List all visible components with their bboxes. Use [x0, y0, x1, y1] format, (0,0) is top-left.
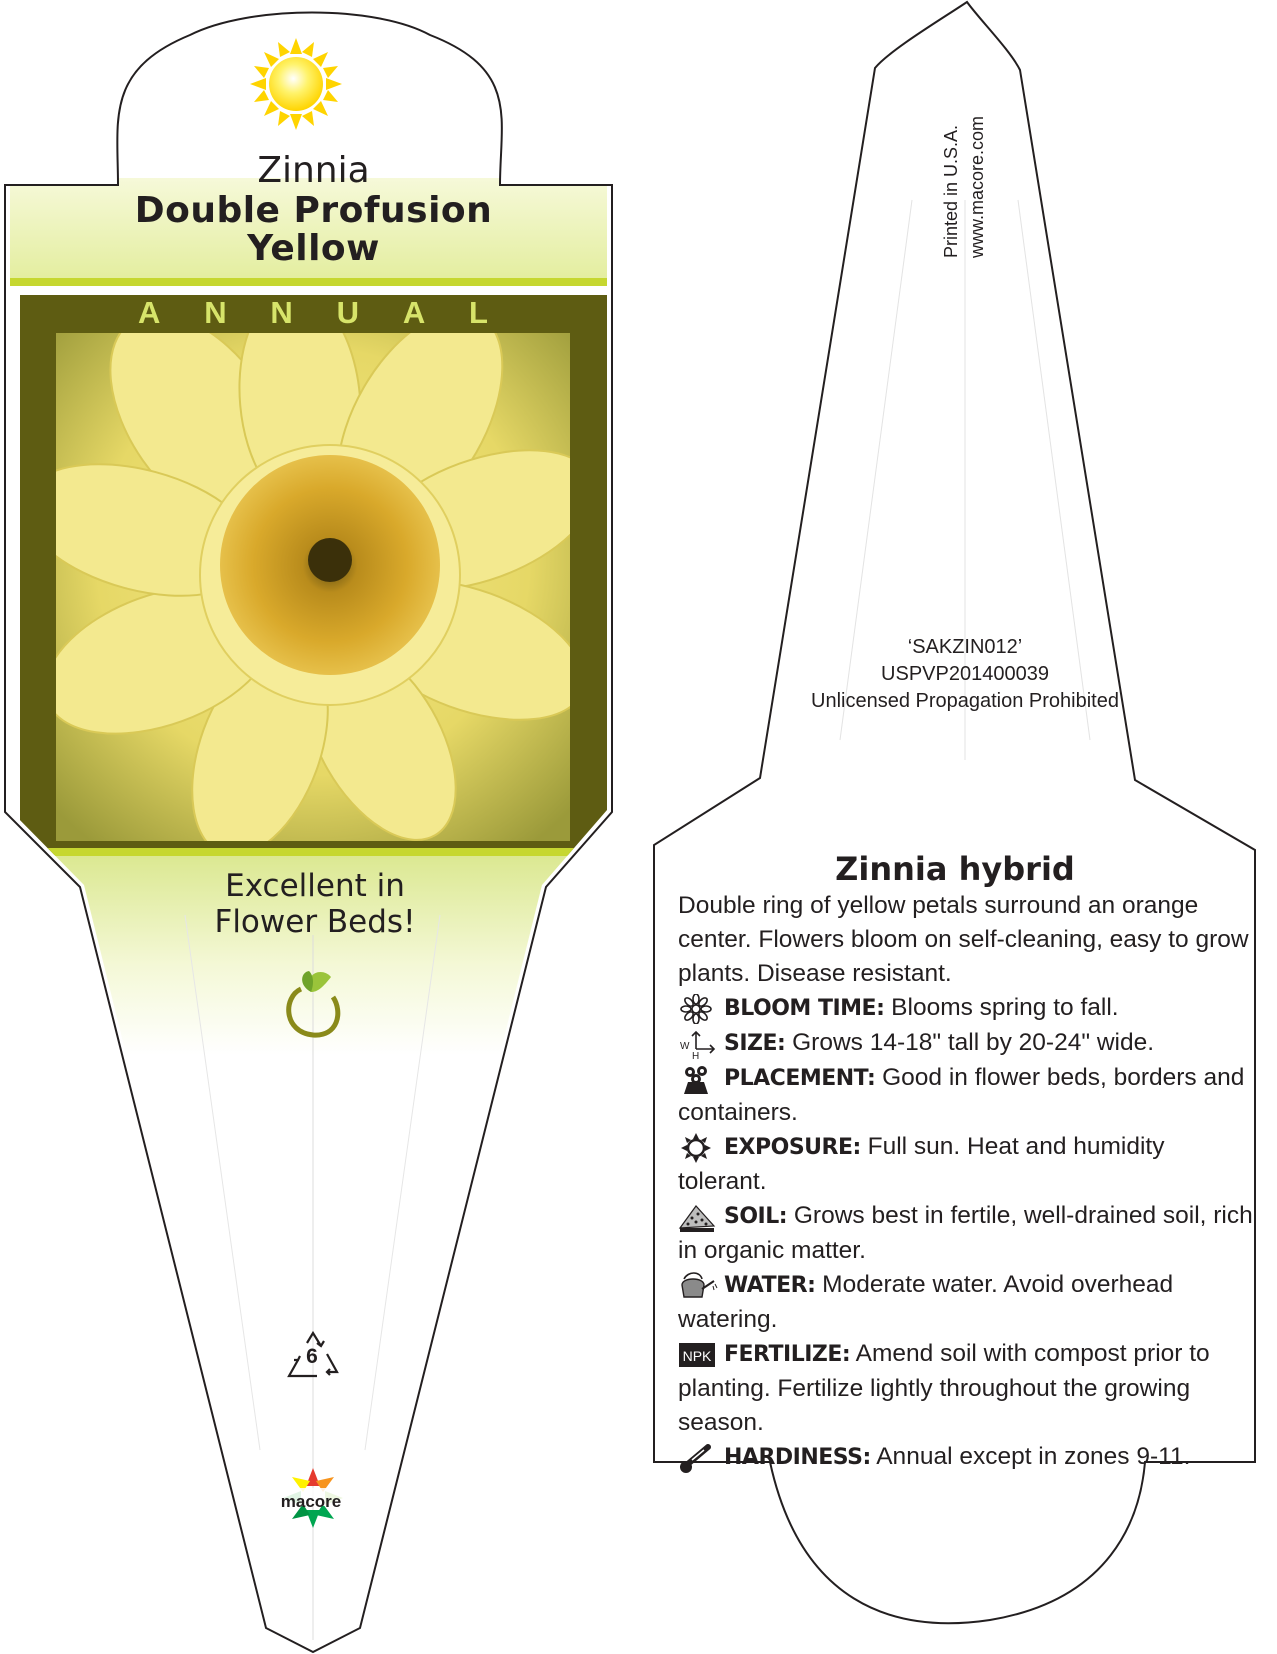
size-icon: [678, 1029, 718, 1059]
tagline-line2: Flower Beds!: [214, 904, 416, 940]
care-instructions: [678, 889, 1253, 1475]
placement-icon: [678, 1064, 718, 1094]
care-label: SOIL:: [724, 1204, 788, 1229]
care-hardiness: [678, 1440, 1253, 1475]
full-sun-icon: [250, 38, 342, 130]
category-letter: U: [336, 295, 359, 330]
care-text: Full sun. Heat and humidity tolerant.: [678, 1133, 1165, 1195]
npk-label: NPK: [682, 1347, 712, 1364]
plant-genus: Zinnia: [257, 150, 370, 191]
care-text: Grows 14-18" tall by 20-24" wide.: [785, 1029, 1155, 1056]
care-label: WATER:: [724, 1273, 816, 1298]
npk-icon: [678, 1340, 718, 1370]
category-letter: A: [402, 295, 426, 330]
category-letter: A: [138, 295, 161, 330]
care-label: PLACEMENT:: [724, 1066, 876, 1091]
care-label: FERTILIZE:: [724, 1342, 851, 1367]
care-label: SIZE:: [724, 1031, 786, 1056]
website: www.macore.com: [967, 115, 987, 258]
care-text: Amend soil with compost prior to planting. Fertilize lightly throughout the growing season.: [678, 1340, 1210, 1436]
size-h-label: H: [692, 1050, 700, 1059]
plant-name: [20, 150, 607, 268]
plant-color: Yellow: [247, 228, 380, 269]
flower-photo: [9, 282, 614, 874]
care-bloom-time: [678, 991, 1253, 1026]
care-exposure: [678, 1130, 1253, 1199]
care-text: Annual except in zones 9-11.: [870, 1443, 1191, 1470]
care-soil: [678, 1199, 1253, 1268]
category-letter: L: [469, 295, 488, 330]
tagline: [100, 868, 530, 940]
printed-in-usa: Printed in U.S.A.: [941, 124, 961, 258]
care-label: EXPOSURE:: [724, 1135, 861, 1160]
care-text: Blooms spring to fall.: [884, 994, 1119, 1021]
printed-info: [938, 18, 1002, 258]
category-label: [53, 295, 573, 331]
variety-name: ‘SAKZIN012’: [907, 636, 1023, 658]
propagation-notice: Unlicensed Propagation Prohibited: [811, 690, 1119, 712]
flower-icon: [678, 994, 718, 1024]
category-letter: N: [270, 295, 293, 330]
care-text: Good in flower beds, borders and containers.: [678, 1064, 1245, 1126]
recycle-number: 6: [306, 1345, 318, 1368]
variety-info: [780, 634, 1150, 715]
plant-description: Double ring of yellow petals surround an orange center. Flowers bloom on self-cleaning, easy to grow plants. Disease resistant.: [678, 892, 1249, 987]
thermometer-icon: [678, 1443, 718, 1473]
care-size: [678, 1026, 1253, 1061]
care-text: Moderate water. Avoid overhead watering.: [678, 1271, 1174, 1333]
species-title: Zinnia hybrid: [835, 850, 1075, 888]
care-label: BLOOM TIME:: [724, 996, 885, 1021]
watering-can-icon: [678, 1271, 718, 1301]
size-w-label: W: [680, 1040, 690, 1052]
category-letter: N: [204, 295, 227, 330]
care-water: [678, 1268, 1253, 1337]
brand-name: macore: [280, 1492, 342, 1511]
care-placement: [678, 1061, 1253, 1130]
patent-number: USPVP201400039: [881, 663, 1049, 685]
sun-icon: [678, 1133, 718, 1163]
care-label: HARDINESS:: [724, 1445, 871, 1470]
care-text: Grows best in fertile, well-drained soil, rich in organic matter.: [678, 1202, 1253, 1264]
tagline-line1: Excellent in: [225, 868, 405, 904]
care-fertilize: [678, 1337, 1253, 1440]
plant-series: Double Profusion: [134, 190, 493, 231]
soil-icon: [678, 1202, 718, 1232]
